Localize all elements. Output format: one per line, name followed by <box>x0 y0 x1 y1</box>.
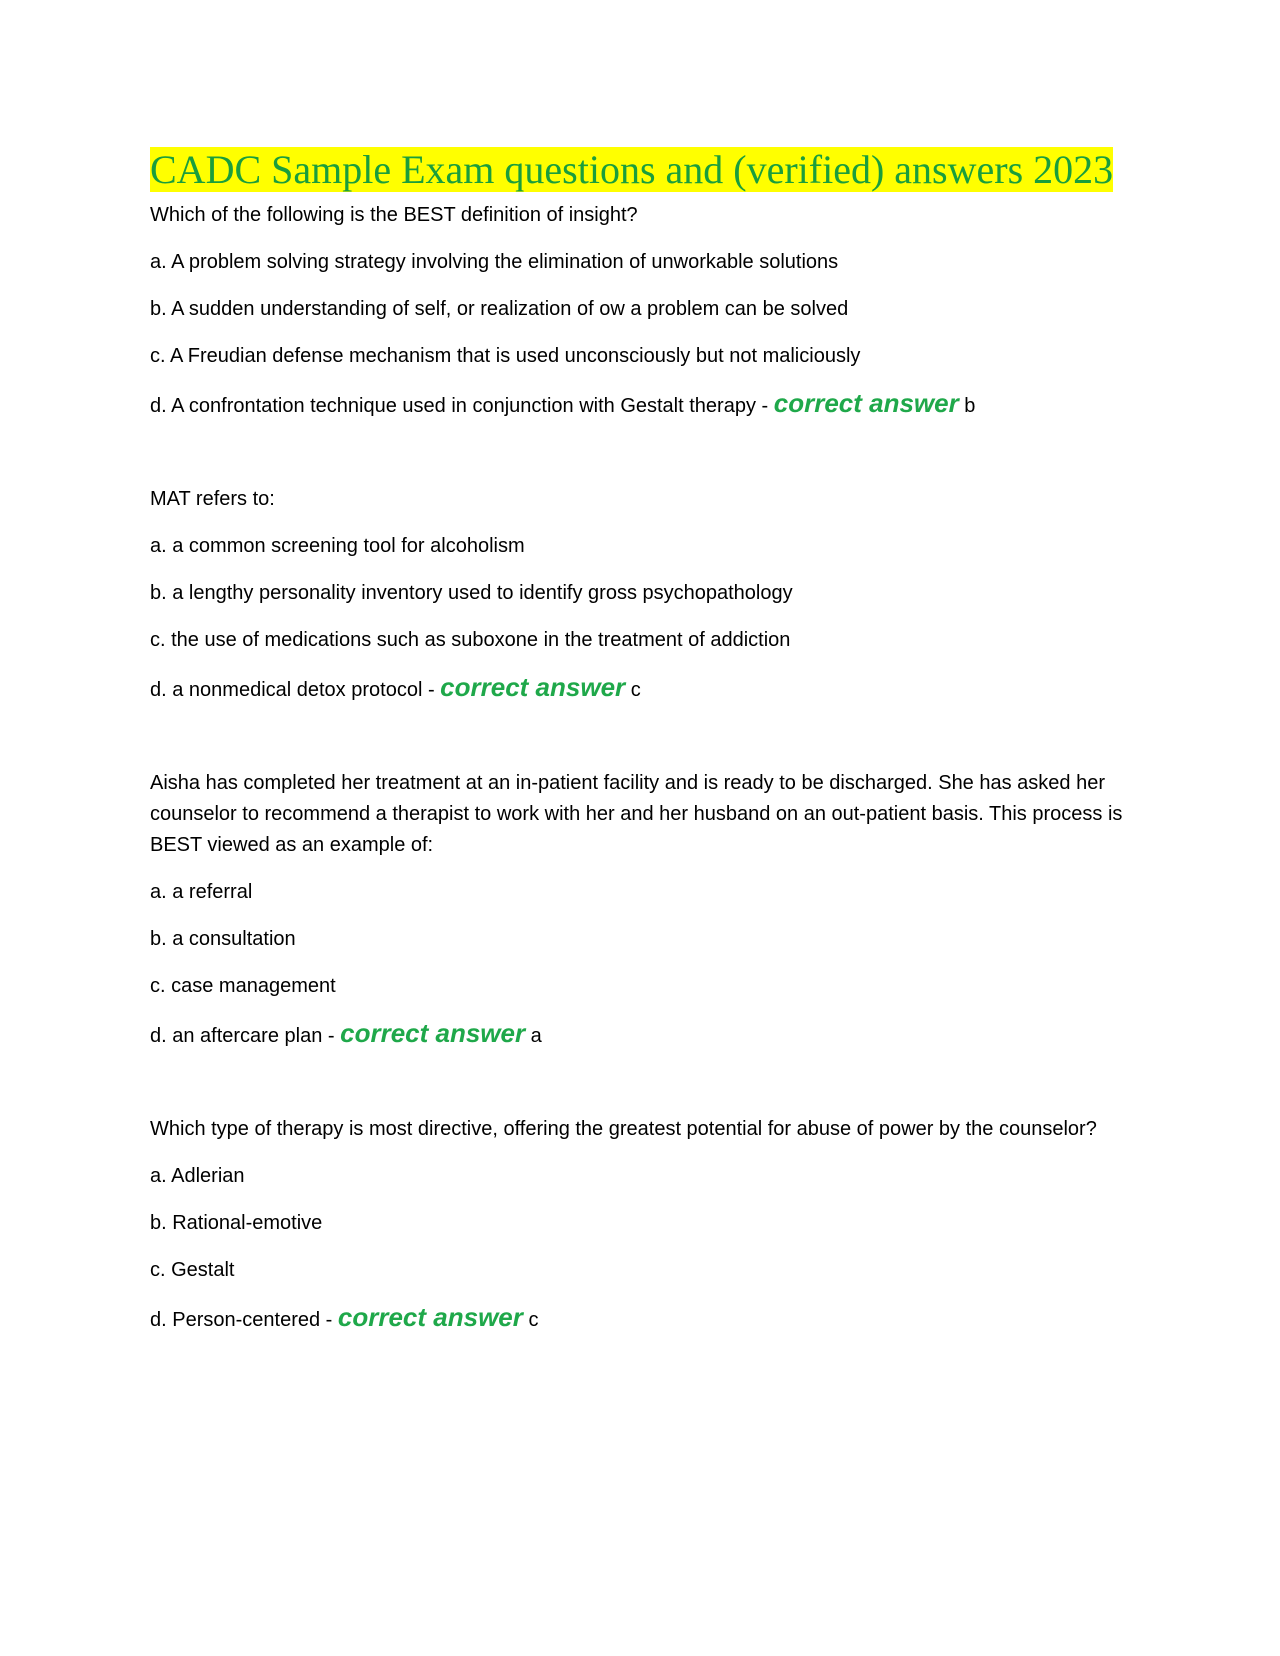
answer-option: a. a common screening tool for alcoholism <box>150 535 525 557</box>
correct-answer-letter: c <box>528 1309 539 1331</box>
answer-option-with-key <box>150 388 1130 422</box>
answer-option-with-key <box>150 1302 1130 1336</box>
correct-answer-letter: a <box>530 1025 542 1047</box>
correct-answer-letter: c <box>630 679 641 701</box>
answer-option-with-key <box>150 1018 1130 1052</box>
question-block <box>150 768 1130 1052</box>
question-block <box>150 1114 1130 1336</box>
correct-answer-label: correct answer <box>440 672 626 702</box>
correct-answer-label: correct answer <box>337 1302 523 1332</box>
question-text: Which type of therapy is most directive, offering the greatest potential for abuse of power by the counselor? <box>150 1118 1097 1140</box>
answer-option-with-key <box>150 672 1130 706</box>
answer-option: c. A Freudian defense mechanism that is used unconsciously but not maliciously <box>150 345 861 367</box>
answer-option-text: d. an aftercare plan - <box>150 1025 335 1047</box>
spacer <box>150 422 1130 484</box>
answer-option: a. A problem solving strategy involving the elimination of unworkable solutions <box>150 251 839 273</box>
answer-option: a. a referral <box>150 881 253 903</box>
correct-answer-label: correct answer <box>340 1018 526 1048</box>
title-highlight: CADC Sample Exam questions and (verified) answers 2023 <box>150 147 1114 192</box>
spacer <box>150 706 1130 768</box>
page-title <box>150 146 1130 194</box>
answer-option: b. A sudden understanding of self, or realization of ow a problem can be solved <box>150 298 849 320</box>
answer-option: b. a lengthy personality inventory used to identify gross psychopathology <box>150 582 793 604</box>
correct-answer-letter: b <box>964 395 976 417</box>
question-block <box>150 484 1130 706</box>
question-text: Aisha has completed her treatment at an in-patient facility and is ready to be discharged. She has asked her counselor to recommend a therapist to work with her and her husband on an out-patient basis. This process is BEST viewed as an example of: <box>150 772 1123 856</box>
question-block <box>150 200 1130 422</box>
document-page <box>150 146 1130 1336</box>
answer-option-text: d. a nonmedical detox protocol - <box>150 679 435 701</box>
answer-option-text: d. Person-centered - <box>150 1309 333 1331</box>
answer-option-text: d. A confrontation technique used in conjunction with Gestalt therapy - <box>150 395 769 417</box>
spacer <box>150 1052 1130 1114</box>
answer-option: b. Rational-emotive <box>150 1212 323 1234</box>
question-text: Which of the following is the BEST definition of insight? <box>150 204 638 226</box>
answer-option: c. Gestalt <box>150 1259 235 1281</box>
answer-option: c. the use of medications such as suboxone in the treatment of addiction <box>150 629 791 651</box>
question-text: MAT refers to: <box>150 488 275 510</box>
answer-option: b. a consultation <box>150 928 296 950</box>
answer-option: a. Adlerian <box>150 1165 245 1187</box>
answer-option: c. case management <box>150 975 336 997</box>
correct-answer-label: correct answer <box>773 388 959 418</box>
